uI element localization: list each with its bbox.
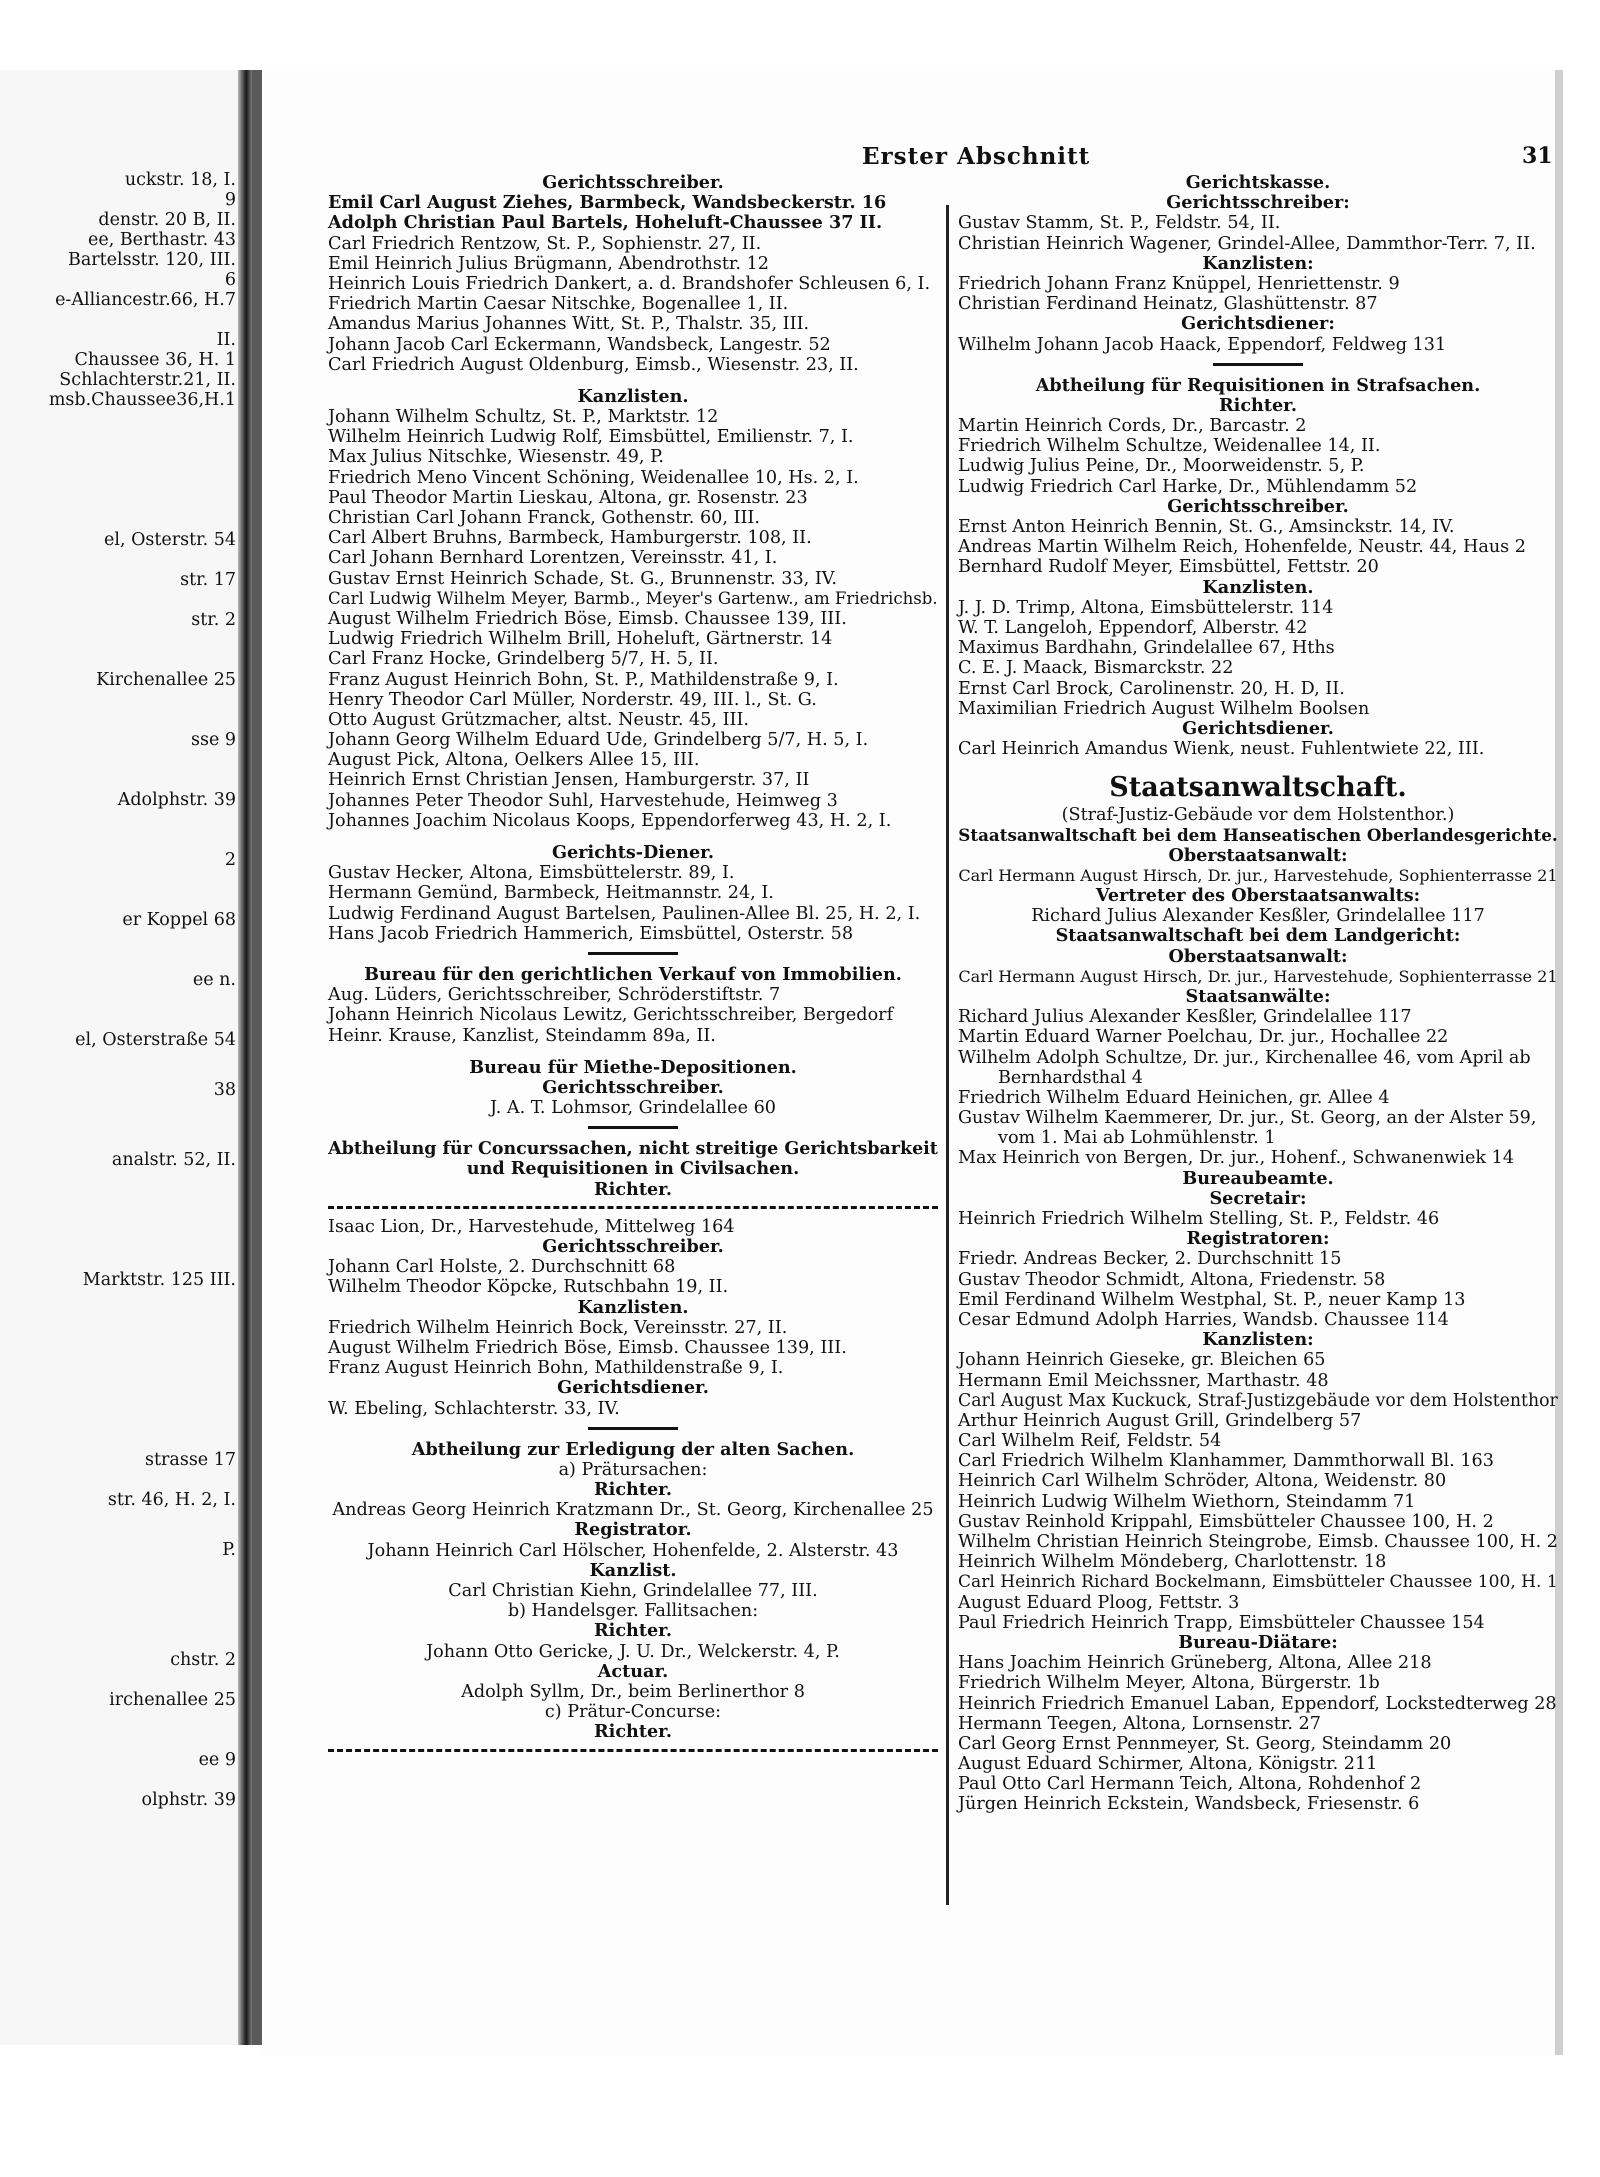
- right-column-entry: August Eduard Schirmer, Altona, Königstr. 211: [958, 1754, 1378, 1775]
- left-column-entry-centered: Johann Heinrich Carl Hölscher, Hohenfelde, 2. Alsterstr. 43: [367, 1540, 899, 1561]
- right-column-entry: Gustav Wilhelm Kaemmerer, Dr. jur., St. Georg, an der Alster 59,: [958, 1108, 1537, 1129]
- left-column-entry: Emil Carl August Ziehes, Barmbeck, Wandsbeckerstr. 16: [328, 192, 887, 214]
- right-column-entry: Gustav Reinhold Krippahl, Eimsbütteler Chaussee 100, H. 2: [958, 1511, 1494, 1532]
- left-page-fragment: 38: [213, 1080, 236, 1100]
- right-column-entry: Martin Eduard Warner Poelchau, Dr. jur., Hochallee 22: [958, 1027, 1449, 1048]
- left-column-entry-centered: b) Handelsger. Fallitsachen:: [507, 1601, 759, 1622]
- right-column-entry: Bernhardsthal 4: [998, 1067, 1143, 1088]
- right-column-section-heading: Kanzlisten:: [1202, 252, 1314, 274]
- left-column-entry: Amandus Marius Johannes Witt, St. P., Thalstr. 35, III.: [328, 314, 810, 335]
- right-column-entry: Heinrich Wilhelm Möndeberg, Charlottenstr. 18: [958, 1552, 1387, 1573]
- right-column-entry: August Eduard Ploog, Fettstr. 3: [958, 1592, 1240, 1613]
- left-column: [328, 173, 938, 1760]
- right-column-section-heading: Staatsanwaltschaft bei dem Hanseatischen Oberlandesgerichte.: [958, 825, 1558, 846]
- right-column-entry: Christian Ferdinand Heinatz, Glashüttenstr. 87: [958, 294, 1378, 315]
- right-column-entry: Friedrich Wilhelm Eduard Heinichen, gr. Allee 4: [958, 1087, 1390, 1108]
- left-column-entry-centered: J. A. T. Lohmsor, Grindelallee 60: [490, 1098, 776, 1119]
- left-column-section-heading: Bureau für den gerichtlichen Verkauf von Immobilien.: [364, 963, 902, 985]
- right-column-section-heading: Staatsanwaltschaft bei dem Landgericht:: [1055, 925, 1461, 947]
- left-page-fragment: sse 9: [190, 730, 236, 750]
- left-page-fragment: str. 2: [191, 610, 236, 630]
- dashed-rule: [328, 1749, 938, 1752]
- left-column-section-heading: Gerichtsschreiber.: [542, 1076, 724, 1098]
- right-column-entry: Wilhelm Johann Jacob Haack, Eppendorf, Feldweg 131: [958, 334, 1447, 355]
- left-page-fragment: ee, Berthastr. 43: [87, 230, 236, 250]
- section-header: Erster Abschnitt: [862, 143, 1091, 170]
- book-gutter: [252, 70, 262, 2045]
- left-page-fragment: analstr. 52, II.: [111, 1150, 236, 1170]
- right-column-entry: Friedrich Wilhelm Schultze, Weidenallee 14, II.: [958, 436, 1381, 457]
- right-column-entry: Bernhard Rudolf Meyer, Eimsbüttel, Fettstr. 20: [958, 557, 1379, 578]
- right-column-entry: Heinrich Friedrich Emanuel Laban, Eppendorf, Lockstedterweg 28: [958, 1693, 1557, 1714]
- left-column-entry: August Wilhelm Friedrich Böse, Eimsb. Chaussee 139, III.: [328, 608, 847, 629]
- left-column-entry: Franz August Heinrich Bohn, St. P., Mathildenstraße 9, I.: [328, 669, 839, 690]
- left-column-section-heading: Registrator.: [574, 1519, 692, 1541]
- right-column-entry: Carl Wilhelm Reif, Feldstr. 54: [958, 1431, 1222, 1452]
- right-column-entry: Hans Joachim Heinrich Grüneberg, Altona, Allee 218: [958, 1653, 1432, 1674]
- left-column-entry: August Wilhelm Friedrich Böse, Eimsb. Chaussee 139, III.: [328, 1337, 847, 1358]
- left-column-entry: Max Julius Nitschke, Wiesenstr. 49, P.: [328, 447, 664, 468]
- left-column-entry: Heinrich Ernst Christian Jensen, Hamburgerstr. 37, II: [328, 770, 810, 791]
- right-column-entry: Wilhelm Christian Heinrich Steingrobe, Eimsb. Chaussee 100, H. 2: [958, 1532, 1558, 1552]
- left-page-fragment: chstr. 2: [170, 1650, 236, 1670]
- left-page-fragment: el, Osterstr. 54: [103, 530, 236, 550]
- right-column-entry: Carl Heinrich Richard Bockelmann, Eimsbütteler Chaussee 100, H. 1: [958, 1572, 1558, 1593]
- right-column: [958, 173, 1558, 1815]
- right-column-section-heading: Vertreter des Oberstaatsanwalts:: [1095, 885, 1421, 906]
- right-column-entry: Ludwig Julius Peine, Dr., Moorweidenstr. 5, P.: [958, 456, 1365, 477]
- left-page-fragment: 6: [224, 270, 236, 290]
- section-rule: [588, 952, 678, 955]
- dashed-rule: [328, 1206, 938, 1209]
- left-page-fragment: el, Osterstraße 54: [75, 1030, 236, 1050]
- left-column-entry: Johann Carl Holste, 2. Durchschnitt 68: [328, 1257, 676, 1278]
- left-column-entry: Adolph Christian Paul Bartels, Hoheluft-Chaussee 37 II.: [328, 212, 883, 234]
- left-column-entry: Gustav Ernst Heinrich Schade, St. G., Brunnenstr. 33, IV.: [328, 568, 837, 589]
- left-page-fragment: e-Alliancestr.66, H.7: [55, 290, 236, 310]
- left-column-entry: Gustav Hecker, Altona, Eimsbüttelerstr. 89, I.: [328, 863, 735, 884]
- right-column-entry: Emil Ferdinand Wilhelm Westphal, St. P., neuer Kamp 13: [958, 1289, 1466, 1310]
- right-column-entry: Andreas Martin Wilhelm Reich, Hohenfelde, Neustr. 44, Haus 2: [958, 537, 1526, 558]
- right-column-entry: Ernst Carl Brock, Carolinenstr. 20, H. D, II.: [958, 678, 1345, 699]
- left-column-entry: Johann Wilhelm Schultz, St. P., Marktstr. 12: [328, 407, 719, 428]
- left-column-section-heading: Kanzlist.: [589, 1559, 677, 1581]
- left-column-section-heading: Gerichtsschreiber.: [542, 1236, 724, 1257]
- left-column-entry: Johann Heinrich Nicolaus Lewitz, Gerichtsschreiber, Bergedorf: [328, 1005, 894, 1026]
- right-column-entry-centered: Richard Julius Alexander Kesßler, Grindelallee 117: [1031, 906, 1485, 927]
- left-page-fragment: II.: [216, 330, 236, 350]
- right-column-entry-centered: Carl Hermann August Hirsch, Dr. jur., Harvestehude, Sophienterrasse 21: [958, 966, 1558, 986]
- right-column-entry: Hermann Emil Meichssner, Marthastr. 48: [958, 1370, 1329, 1391]
- right-column-section-heading: Bureau-Diätare:: [1178, 1631, 1338, 1653]
- left-column-entry: Ludwig Friedrich Wilhelm Brill, Hoheluft, Gärtnerstr. 14: [328, 629, 833, 650]
- left-column-section-heading: Abtheilung zur Erledigung der alten Sachen.: [411, 1438, 855, 1460]
- left-page-fragment: Marktstr. 125 III.: [82, 1270, 236, 1290]
- left-column-entry: Friedrich Meno Vincent Schöning, Weidenallee 10, Hs. 2, I.: [328, 467, 859, 488]
- left-column-entry-centered: c) Prätur-Concurse:: [544, 1702, 722, 1723]
- left-column-entry: Paul Theodor Martin Lieskau, Altona, gr. Rosenstr. 23: [328, 487, 808, 508]
- left-column-entry: Johannes Joachim Nicolaus Koops, Eppendorferweg 43, H. 2, I.: [328, 810, 892, 831]
- right-column-entry: Ernst Anton Heinrich Bennin, St. G., Amsinckstr. 14, IV.: [958, 517, 1455, 537]
- left-column-entry: Heinrich Louis Friedrich Dankert, a. d. Brandshofer Schleusen 6, I.: [328, 273, 931, 294]
- left-column-entry-centered: Johann Otto Gericke, J. U. Dr., Welckerstr. 4, P.: [426, 1641, 840, 1662]
- left-column-section-heading: Kanzlisten.: [577, 385, 689, 407]
- left-column-entry: Carl Johann Bernhard Lorentzen, Vereinsstr. 41, I.: [328, 548, 778, 569]
- right-column-entry: Martin Heinrich Cords, Dr., Barcastr. 2: [958, 416, 1307, 437]
- right-column-entry: Gustav Theodor Schmidt, Altona, Friedenstr. 58: [958, 1269, 1386, 1290]
- left-column-entry-centered: a) Prätursachen:: [558, 1459, 708, 1480]
- right-column-entry: Max Heinrich von Bergen, Dr. jur., Hohenf., Schwanenwiek 14: [958, 1148, 1515, 1169]
- left-page-fragment: Chaussee 36, H. 1: [74, 350, 236, 370]
- spacer: [328, 1046, 938, 1058]
- left-column-entry: Henry Theodor Carl Müller, Norderstr. 49, III. l., St. G.: [328, 689, 817, 710]
- left-page-fragment: Schlachterstr.21, II.: [59, 370, 236, 390]
- left-column-entry: Franz August Heinrich Bohn, Mathildenstraße 9, I.: [328, 1358, 784, 1379]
- right-column-section-heading: Gerichtsdiener:: [1181, 313, 1335, 335]
- left-column-entry: Carl Friedrich Rentzow, St. P., Sophienstr. 27, II.: [328, 233, 762, 254]
- right-column-entry: Johann Heinrich Gieseke, gr. Bleichen 65: [958, 1350, 1326, 1371]
- right-column-entry: Carl Heinrich Amandus Wienk, neust. Fuhlentwiete 22, III.: [958, 739, 1485, 760]
- left-page-fragment: er Koppel 68: [122, 910, 236, 930]
- left-column-section-heading: Bureau für Miethe-Depositionen.: [469, 1056, 797, 1078]
- section-rule: [588, 1427, 678, 1430]
- left-column-entry: Johannes Peter Theodor Suhl, Harvestehude, Heimweg 3: [328, 790, 838, 811]
- left-column-entry: Wilhelm Heinrich Ludwig Rolf, Eimsbüttel, Emilienstr. 7, I.: [328, 427, 854, 448]
- right-column-entry: vom 1. Mai ab Lohmühlenstr. 1: [998, 1128, 1276, 1149]
- left-column-section-heading: Richter.: [594, 1479, 672, 1501]
- right-column-entry: Cesar Edmund Adolph Harries, Wandsb. Chaussee 114: [958, 1309, 1449, 1330]
- left-page-fragment: ee 9: [198, 1750, 236, 1770]
- left-column-entry: Otto August Grützmacher, altst. Neustr. 45, III.: [328, 709, 750, 730]
- left-page-fragment: strasse 17: [145, 1450, 236, 1470]
- right-column-entry: Heinrich Friedrich Wilhelm Stelling, St. P., Feldstr. 46: [958, 1209, 1440, 1229]
- left-column-entry: Hermann Gemünd, Barmbeck, Heitmannstr. 24, I.: [328, 883, 774, 904]
- left-column-entry-centered: Carl Christian Kiehn, Grindelallee 77, III.: [448, 1581, 818, 1601]
- left-column-section-heading: Gerichts-Diener.: [552, 842, 714, 863]
- left-column-entry: Aug. Lüders, Gerichtsschreiber, Schröderstiftstr. 7: [328, 985, 781, 1006]
- section-rule: [1213, 363, 1303, 366]
- left-column-entry: Carl Ludwig Wilhelm Meyer, Barmb., Meyer's Gartenw., am Friedrichsb.: [328, 588, 938, 608]
- left-column-entry: Christian Carl Johann Franck, Gothenstr. 60, III.: [328, 508, 760, 528]
- right-column-entry: Wilhelm Adolph Schultze, Dr. jur., Kirchenallee 46, vom April ab: [958, 1047, 1531, 1068]
- left-page-fragment: uckstr. 18, I.: [124, 170, 236, 190]
- right-column-entry: Carl Georg Ernst Pennmeyer, St. Georg, Steindamm 20: [958, 1733, 1452, 1754]
- right-column-entry: Paul Otto Carl Hermann Teich, Altona, Rohdenhof 2: [958, 1774, 1422, 1795]
- left-page-fragment: irchenallee 25: [109, 1690, 236, 1710]
- section-rule: [588, 1126, 678, 1129]
- left-column-section-heading: und Requisitionen in Civilsachen.: [466, 1158, 800, 1180]
- left-page-fragment: Adolphstr. 39: [117, 790, 236, 810]
- right-column-entry-centered: Carl Hermann August Hirsch, Dr. jur., Harvestehude, Sophienterrasse 21: [958, 865, 1558, 885]
- right-column-entry: Jürgen Heinrich Eckstein, Wandsbeck, Friesenstr. 6: [958, 1794, 1420, 1815]
- right-column-section-heading: Staatsanwälte:: [1185, 985, 1331, 1007]
- right-column-entry: Friedrich Johann Franz Knüppel, Henriettenstr. 9: [958, 273, 1400, 294]
- right-column-entry: Gustav Stamm, St. P., Feldstr. 54, II.: [958, 213, 1281, 234]
- left-column-entry-centered: Andreas Georg Heinrich Kratzmann Dr., St. Georg, Kirchenallee 25: [332, 1500, 934, 1521]
- right-column-section-heading: Secretair:: [1209, 1187, 1307, 1209]
- column-divider: [946, 205, 949, 1905]
- left-page-fragment: P.: [222, 1540, 236, 1560]
- right-column-entry: Christian Heinrich Wagener, Grindel-Allee, Dammthor-Terr. 7, II.: [958, 233, 1536, 254]
- page-number: 31: [1522, 143, 1553, 169]
- spacer: [958, 759, 1558, 771]
- right-column-section-heading: Kanzlisten:: [1202, 1329, 1314, 1351]
- right-column-entry: Friedr. Andreas Becker, 2. Durchschnitt 15: [958, 1249, 1342, 1270]
- left-page-fragment: denstr. 20 B, II.: [98, 210, 236, 230]
- right-column-entry: Maximilian Friedrich August Wilhelm Boolsen: [958, 698, 1370, 719]
- right-column-entry: Carl August Max Kuckuck, Straf-Justizgebäude vor dem Holstenthor: [958, 1390, 1558, 1411]
- left-column-section-heading: Richter.: [594, 1620, 672, 1642]
- left-column-entry: Heinr. Krause, Kanzlist, Steindamm 89a, II.: [328, 1025, 716, 1046]
- left-page-fragment: Kirchenallee 25: [96, 670, 236, 690]
- right-column-section-heading: Oberstaatsanwalt:: [1168, 844, 1348, 866]
- right-column-entry: Heinrich Carl Wilhelm Schröder, Altona, Weidenstr. 80: [958, 1471, 1447, 1492]
- left-column-entry: Carl Friedrich August Oldenburg, Eimsb., Wiesenstr. 23, II.: [328, 354, 859, 375]
- right-column-main-heading: Staatsanwaltschaft.: [1109, 772, 1407, 804]
- right-column-section-heading: Kanzlisten.: [1202, 576, 1314, 598]
- left-page-fragment: str. 46, H. 2, I.: [107, 1490, 236, 1510]
- right-column-section-heading: Registratoren:: [1186, 1228, 1330, 1250]
- left-page-fragment: msb.Chaussee36,H.1: [48, 390, 236, 410]
- right-column-entry: Maximus Bardhahn, Grindelallee 67, Hths: [958, 638, 1335, 659]
- right-column-entry: Heinrich Ludwig Wilhelm Wiethorn, Steindamm 71: [958, 1491, 1416, 1512]
- left-column-entry: Carl Albert Bruhns, Barmbeck, Hamburgerstr. 108, II.: [328, 528, 812, 549]
- right-column-entry: J. J. D. Trimp, Altona, Eimsbüttelerstr. 114: [958, 597, 1334, 618]
- left-column-section-heading: Actuar.: [597, 1660, 669, 1682]
- right-column-entry: Friedrich Wilhelm Meyer, Altona, Bürgerstr. 1b: [958, 1673, 1380, 1694]
- right-column-entry: Ludwig Friedrich Carl Harke, Dr., Mühlendamm 52: [958, 476, 1418, 497]
- left-column-section-heading: Gerichtsdiener.: [557, 1377, 709, 1399]
- left-page-fragment: 2: [224, 850, 236, 870]
- right-column-section-heading: Bureaubeamte.: [1182, 1167, 1334, 1189]
- left-page: [0, 70, 238, 2045]
- left-column-entry: Emil Heinrich Julius Brügmann, Abendrothstr. 12: [328, 253, 769, 274]
- left-column-entry: W. Ebeling, Schlachterstr. 33, IV.: [328, 1398, 620, 1419]
- left-page-fragment: 9: [224, 190, 236, 210]
- right-column-section-heading: Gerichtsdiener.: [1182, 717, 1334, 739]
- right-column-entry: C. E. J. Maack, Bismarckstr. 22: [958, 658, 1234, 679]
- right-column-entry: Paul Friedrich Heinrich Trapp, Eimsbütteler Chaussee 154: [958, 1612, 1485, 1633]
- right-column-section-heading: Abtheilung für Requisitionen in Strafsachen.: [1035, 374, 1481, 396]
- right-column-entry: Hermann Teegen, Altona, Lornsenstr. 27: [958, 1713, 1321, 1734]
- right-column-entry: Carl Friedrich Wilhelm Klanhammer, Dammthorwall Bl. 163: [958, 1451, 1494, 1472]
- right-column-section-heading: Gerichtsschreiber:: [1166, 192, 1350, 214]
- right-column-entry: Arthur Heinrich August Grill, Grindelberg 57: [958, 1410, 1362, 1431]
- left-column-entry: Johann Georg Wilhelm Eduard Ude, Grindelberg 5/7, H. 5, I.: [328, 730, 869, 751]
- left-column-entry: Friedrich Martin Caesar Nitschke, Bogenallee 1, II.: [328, 294, 789, 315]
- left-column-entry: Ludwig Ferdinand August Bartelsen, Paulinen-Allee Bl. 25, H. 2, I.: [328, 903, 921, 924]
- left-page-fragment: olphstr. 39: [141, 1790, 236, 1810]
- right-column-entry: Richard Julius Alexander Kesßler, Grindelallee 117: [958, 1007, 1412, 1028]
- left-column-section-heading: Gerichtsschreiber.: [542, 172, 724, 193]
- book-spine-edge: [238, 70, 252, 2045]
- left-column-entry: Isaac Lion, Dr., Harvestehude, Mittelweg 164: [328, 1216, 735, 1237]
- left-page-fragment: ee n.: [192, 970, 236, 990]
- left-column-section-heading: Richter.: [594, 1178, 672, 1200]
- left-column-section-heading: Kanzlisten.: [577, 1296, 689, 1318]
- right-column-section-heading: Gerichtskasse.: [1185, 172, 1331, 193]
- left-column-section-heading: Richter.: [594, 1721, 672, 1743]
- left-column-entry: Carl Franz Hocke, Grindelberg 5/7, H. 5, II.: [328, 649, 719, 670]
- left-column-entry: Hans Jacob Friedrich Hammerich, Eimsbüttel, Osterstr. 58: [328, 923, 854, 944]
- left-column-entry: Wilhelm Theodor Köpcke, Rutschbahn 19, II.: [328, 1277, 729, 1298]
- left-column-entry: Friedrich Wilhelm Heinrich Bock, Vereinsstr. 27, II.: [328, 1317, 788, 1338]
- left-column-entry: Johann Jacob Carl Eckermann, Wandsbeck, Langestr. 52: [328, 334, 831, 355]
- left-column-entry-centered: Adolph Syllm, Dr., beim Berlinerthor 8: [461, 1681, 805, 1702]
- right-column-section-heading: Richter.: [1219, 394, 1297, 416]
- right-column-section-heading: Oberstaatsanwalt:: [1168, 945, 1348, 967]
- left-column-section-heading: Abtheilung für Concurssachen, nicht streitige Gerichtsbarkeit: [328, 1139, 938, 1160]
- right-column-entry-centered: (Straf-Justiz-Gebäude vor dem Holstenthor.): [1061, 805, 1455, 826]
- left-column-entry: August Pick, Altona, Oelkers Allee 15, III.: [328, 750, 700, 771]
- left-page-fragment: str. 17: [180, 570, 236, 590]
- left-page-fragment: Bartelsstr. 120, III.: [67, 250, 236, 270]
- right-column-entry: W. T. Langeloh, Eppendorf, Alberstr. 42: [958, 617, 1308, 638]
- right-column-section-heading: Gerichtsschreiber.: [1167, 495, 1349, 517]
